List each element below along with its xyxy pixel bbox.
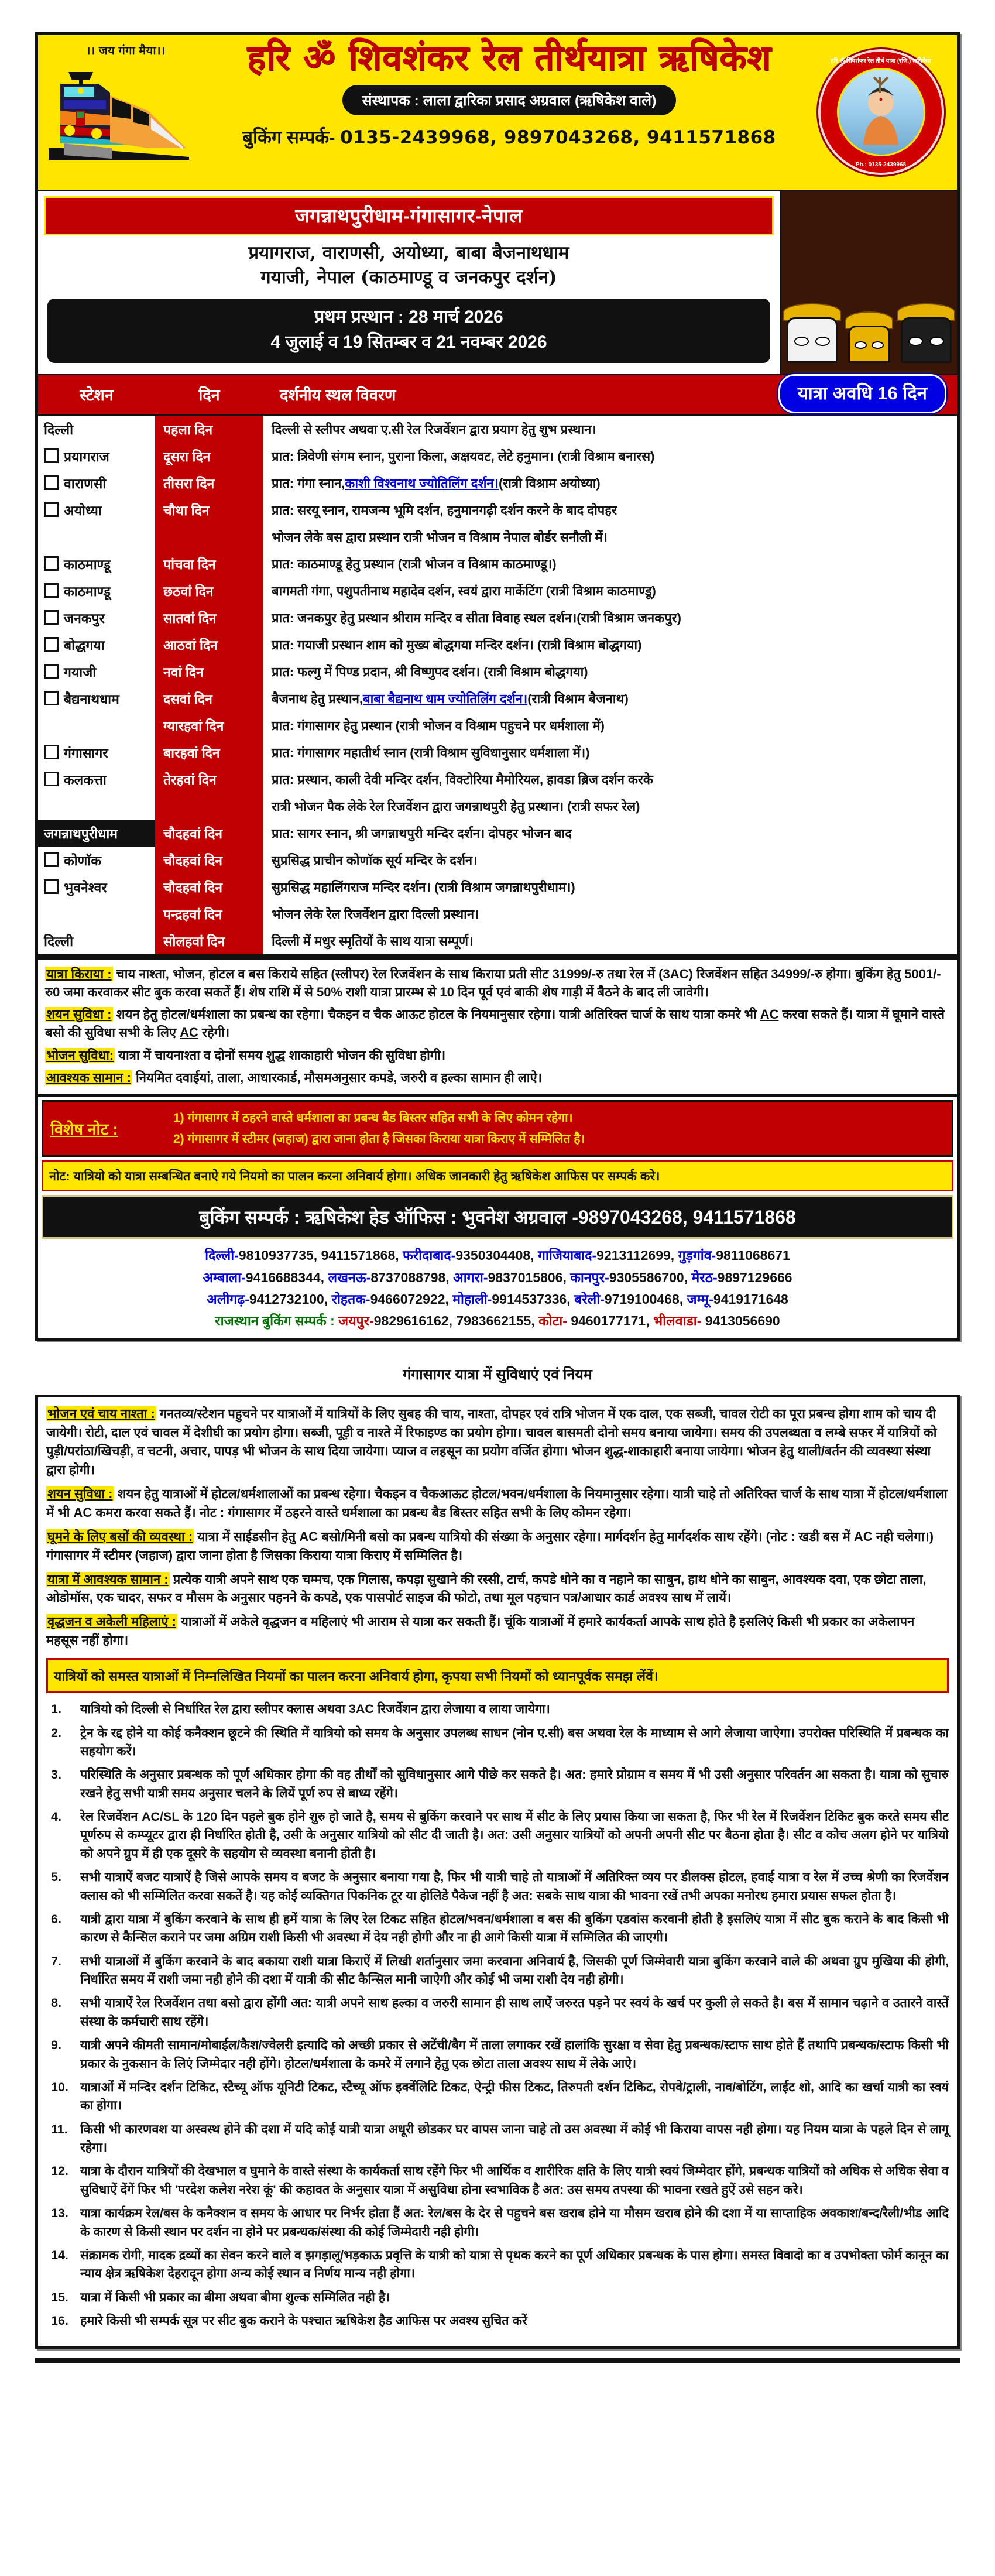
head-office-booking-bar: बुकिंग सम्पर्क : ऋषिकेश हेड ऑफिस : भुवनेश अग्रवाल -9897043268, 9411571868 [42, 1195, 953, 1239]
balabhadra-figure [788, 303, 836, 362]
itinerary-station-cell [38, 927, 155, 954]
special-note-line: 2) गंगासागर में स्टीमर (जहाज) द्वारा जाना होता है जिसका किराया यात्रा किराए में सम्मिलित है। [173, 1132, 585, 1146]
brochure-page [0, 32, 995, 2375]
rule-item: यात्रा कार्यक्रम रेल/बस के कनैक्शन व समय के आधार पर निर्भर होता हैं अत: रेल/बस के देर से पहुचने बस खराब होने या मौसम खराब होने की दशा में या साप्ताहिक अवकाश/बन्द/रैली/भीड आदि के कारण से किसी स्थान पर दर्शन ना होने पर प्रबन्धक/संस्था की कोई जिम्मेदारी नही होगी। [80, 2206, 949, 2239]
station-label: कोणाॅक [64, 852, 101, 868]
itinerary-day-cell: आठवां दिन [163, 637, 218, 653]
rule-item: यात्रियो को दिल्ली से निर्धारित रेल द्वारा स्लीपर क्लास अथवा 3AC रिजर्वेशन द्वारा लेजाया व लाया जायेगा। [80, 1702, 550, 1717]
contact-number[interactable]: 9914537336, [492, 1291, 575, 1307]
station-checkbox[interactable] [44, 475, 59, 490]
contact-number[interactable]: 9810937735, 9411571868, [238, 1248, 403, 1263]
itinerary-description-cell: दिल्ली में मधुर स्मृतियों के साथ यात्रा सम्पूर्ण। [272, 933, 474, 948]
food-text: यात्रा में चायनाश्ता व दोनों समय शुद्ध शाकाहारी भोजन की सुविधा होगी। [115, 1047, 446, 1063]
items-text: नियमित दवाईयां, ताला, आधारकार्ड, मौसमअनुसार कपडे, जरुरी व हल्का सामान ही लाऐ। [132, 1070, 542, 1085]
contact-city: जम्मू- [687, 1291, 713, 1307]
station-label: दिल्ली [44, 422, 74, 437]
contact-city: कोटा- [538, 1313, 571, 1329]
itinerary-station-cell [38, 523, 155, 550]
poster-main [35, 32, 960, 1341]
itinerary-description-cell [263, 685, 957, 712]
contact-city: बरेली- [574, 1291, 605, 1307]
facility-section-label: घूमने के लिए बसों की व्यवस्था : [47, 1529, 193, 1544]
itinerary-description-cell: प्रात: गंगासागर हेतु प्रस्थान (रात्री भोजन व विश्राम पहुचने पर धर्मशाला में) [272, 718, 605, 733]
contact-city: रोहतक- [331, 1291, 370, 1307]
facility-section [46, 1570, 949, 1608]
booking-label: बुकिंग सम्पर्क- [242, 127, 335, 148]
subhadra-figure [850, 311, 888, 363]
station-label: वाराणसी [64, 475, 107, 491]
itinerary-station-cell [38, 900, 155, 927]
itinerary-day-cell: नवां दिन [163, 664, 204, 680]
sleeping-label: शयन सुविधा : [46, 1007, 112, 1022]
special-note-line: 1) गंगासागर में ठहरने वास्ते धर्मशाला का प्रबन्ध बैड बिस्तर सहित सभी के लिए कोमन रहेगा। [173, 1111, 573, 1125]
itinerary-day-cell: पांचवा दिन [163, 556, 216, 572]
table-bottom-rule [38, 956, 957, 960]
header-center [214, 39, 805, 185]
contact-number[interactable]: 9460177171, [571, 1313, 654, 1329]
food-label: भोजन सुविधा: [46, 1047, 114, 1063]
itinerary-day-cell: पहला दिन [163, 422, 213, 437]
rule-item: संक्रामक रोगी, मादक द्रव्यों का सेवन करने वाले व झगड़ालू/भड़काऊ प्रवृत्ति के यात्री को यात्रा से पृथक करने का पूर्ण अधिकार प्रबन्धक के पास होगा। समस्त विवादो का व उपभोक्ता फोर्म कानून का न्याय क्षेत्र ऋषिकेश देहरादून होगा अन्य कोई स्थान व निर्णय मान्य नही होगा। [80, 2248, 949, 2281]
itinerary-description-cell: प्रात: गयाजी प्रस्थान शाम को मुख्य बोद्धगया मन्दिर दर्शन। (रात्री विश्राम बोद्धगया) [272, 637, 642, 652]
tour-summary [38, 191, 957, 375]
itinerary-description-cell [263, 470, 957, 496]
contact-city: फरीदाबाद- [403, 1248, 456, 1263]
column-header-description: दर्शनीय स्थल विवरण [280, 386, 396, 405]
poster-header [38, 35, 957, 191]
station-checkbox[interactable] [44, 448, 59, 463]
route-line-1: प्रयागराज, वाराणसी, अयोध्या, बाबा बैजनाथधाम [248, 242, 569, 263]
contact-city: मेरठ- [691, 1269, 718, 1285]
itinerary-station-cell [38, 712, 155, 739]
contact-number[interactable]: 9837015806, [488, 1269, 571, 1285]
station-label: काठमाण्डू [64, 583, 111, 599]
contact-number[interactable]: 9305586700, [609, 1269, 692, 1285]
header-right [805, 39, 957, 185]
facility-section-text: शयन हेतु यात्राओं में होटल/धर्मशालाओं का प्रबन्ध रहेगा। चैकइन व चैकआऊट होटल/भवन/धर्मशाला के नियमानुसार रहेगा। यात्री चाहे तो अतिरिक्त चार्ज के साथ यात्रा में होटल/धर्मशाला में भी AC कमरा करवा सकते हैं। नोट : गंगासागर में ठहरने वास्ते धर्मशाला का प्रबन्ध बैड बिस्तर सहित सभी के लिए कोमन रहेगा। [46, 1486, 948, 1520]
contact-city: कानपुर- [570, 1269, 609, 1285]
itinerary-station-cell [38, 793, 155, 820]
itinerary-description-cell: बागमती गंगा, पशुपतीनाथ महादेव दर्शन, स्वयं द्वारा मार्केटिंग (रात्री विश्राम काठमाण्डू) [272, 583, 656, 598]
itinerary-description-cell: भोजन लेके रेल रिजर्वेशन द्वारा दिल्ली प्रस्थान। [272, 906, 479, 922]
contact-city: अम्बाला- [203, 1269, 246, 1285]
itinerary-station-cell [38, 604, 155, 631]
station-label: भुवनेश्वर [64, 879, 107, 895]
jai-ganga-slogan: ।। जय गंगा मैया।। [85, 44, 166, 57]
items-paragraph [45, 1068, 950, 1087]
station-label: अयोध्या [64, 502, 102, 518]
station-checkbox[interactable] [44, 610, 59, 625]
itinerary-day-cell: तेरहवां दिन [163, 772, 217, 787]
station-checkbox[interactable] [44, 502, 59, 517]
fare-text: चाय नाश्ता, भोजन, होटल व बस किराये सहित (स्लीपर) रेल रिजर्वेशन के साथ किराया प्रती सीट 31999/-रु तथा रेल में (3AC) रिजर्वेशन सहित 34999/-रु होगा। बुकिंग हेतु 5001/-रु0 जमा करवाकर सीट बुक करवा सकतें हैं। शेष राशि में से 50% राशी यात्रा प्रारम्भ से 10 दिन पूर्व एवं बाकी शेष गाड़ी में बैठने के बाद ली जावेगी। [45, 966, 941, 999]
sleeping-text-1: शयन हेतु होटल/धर्मशाला का प्रबन्ध का रहेगा। चैकइन व चैक आऊट होटल के नियमानुसार रहेगा। यात्री अतिरिक्त चार्ज के साथ यात्रा कमरे भी [112, 1007, 760, 1022]
fare-paragraph [45, 965, 950, 1001]
contact-row [44, 1267, 951, 1289]
rule-item: परिस्थिति के अनुसार प्रबन्धक को पूर्ण अधिकार होगा की वह तीर्थों को सुविधानुसार आगे पीछे कर सकते है। अत: हमारे प्रोग्राम व समय में भी उसी अनुसार परिवर्तन आ सकता है। यात्रा को सुचारु रखने हेतु सभी यात्री समय अनुसार चलने के लियें पूर्ण रुप से बाध्य रहेंगे। [80, 1767, 949, 1800]
facility-section-text: गनतव्य/स्टेशन पहुचने पर यात्राओं में यात्रियों के लिए सुबह की चाय, नाश्ता, दोपहर एवं रात्रि भोजन में एक दाल, एक सब्जी, चावल रोटी का पूरा प्रबन्ध होगा शाम को चाय दी जायेगी। रोटी, दाल एवं चावल में देशीघी का प्रयोग होगा। सब्जी, पूड़ी व नाश्ते में रिफाइण्ड का प्रयोग होगा। चावल बासमती दोनो समय बनाया जायेगा। समय की उपलब्धता व लम्बे सफर में यात्रियों को पुड़ी/परांठा/खिचड़ी, व चटनी, अचार, पापड़ भी भोजन के साथ दिया जायेगा। प्याज व लहसून का प्रयोग वर्जित होगा। भोजन शुद्ध-शाकाहारी बनाया जायेगा। भोजन हेतु थाली/बर्तन की व्यवस्था संस्था द्वारा होगी। [46, 1406, 937, 1478]
items-label: आवश्यक सामान : [46, 1070, 131, 1085]
itinerary-day-cell: सोलहवां दिन [163, 933, 225, 949]
contact-city: मोहाली- [452, 1291, 492, 1307]
contact-city: भीलवाडा- [653, 1313, 705, 1329]
rule-item: यात्रा के दौरान यात्रियों की देखभाल व घुमाने के वास्ते संस्था के कार्यकर्ता साथ रहेंगे फिर भी आर्थिक व शारीरिक क्षति के लिए यात्री स्वयं जिम्मेदार होंगे, प्रबन्धक यात्रियों को अधिक से अधिक सेवा व सुविधाऐं देंगें फिर भी 'परदेश कलेश नरेश कूं' की कहावत के अनुसार यात्रा में असुविधा होना स्वभाविक है अत: उस समय तपस्या की भावना रखते हुऐं उसे सहन करे। [80, 2164, 949, 2197]
facility-sections [46, 1405, 949, 1650]
route-line-2: गयाजी, नेपाल (काठमाण्डू व जनकपुर दर्शन) [260, 266, 557, 288]
contact-number[interactable]: 9213112699, [596, 1248, 678, 1263]
general-note: नोट: यात्रियो को यात्रा सम्बन्धित बनाऐ गये नियमो का पालन करना अनिवार्य होगा। अधिक जानकारी हेतु ऋषिकेश आफिस पर सम्पर्क करे। [42, 1160, 953, 1191]
contact-city: गाजियाबाद- [537, 1248, 597, 1263]
tour-route-lines [44, 235, 774, 294]
itinerary-station-cell [38, 470, 155, 496]
contact-number[interactable]: 9412732100, [249, 1291, 332, 1307]
description-text-pre: प्रात: गंगा स्नान, [272, 475, 345, 491]
itinerary-description-cell: प्रात: फल्गु में पिण्ड प्रदान, श्री विष्णुपद दर्शन। (रात्री विश्राम बोद्धगया) [272, 664, 588, 679]
itinerary-station-cell [38, 416, 155, 443]
contact-number[interactable]: 9719100468, [604, 1291, 687, 1307]
itinerary-description-cell: रात्री भोजन पैक लेके रेल रिजर्वेशन द्वारा जगन्नाथपुरी हेतु प्रस्थान। (रात्री सफर रेल) [272, 799, 640, 814]
itinerary-station-cell [38, 443, 155, 470]
header-booking-contact [242, 125, 776, 149]
rule-item: यात्रा में किसी भी प्रकार का बीमा अथवा बीमा शुल्क सम्मिलित नही है। [80, 2290, 390, 2304]
itinerary-description-cell: प्रात: काठमाण्डू हेतु प्रस्थान (रात्री भोजन व विश्राम काठमाण्डू।) [272, 556, 557, 571]
facility-section [46, 1405, 949, 1479]
rule-item: यात्राओं में मन्दिर दर्शन टिकिट, स्टैच्यू ऑफ यूनिटी टिकट, स्टैच्यू ऑफ इक्वेंलिटि टिकट, ऐन्ट्री फीस टिकट, तिरुपती दर्शन टिकिट, रोपवे/ट्राली, नाव/बोटिंग, लाईट शो, आदि का खर्चा यात्री का स्वयं का होगा। [80, 2080, 949, 2113]
itinerary-station-column [38, 416, 155, 954]
jyotirlinga-highlight: काशी विश्वनाथ ज्योतिलिंग दर्शन। [345, 475, 499, 491]
itinerary-station-cell [38, 550, 155, 577]
contact-number[interactable]: 9413056690 [705, 1313, 780, 1329]
page2-title: गंगासागर यात्रा में सुविधाएं एवं नियम [403, 1366, 592, 1383]
itinerary-description-column [263, 416, 957, 954]
itinerary-description-cell: दिल्ली से स्लीपर अथवा ए.सी रेल रिजर्वेशन द्वारा प्रयाग हेतु शुभ प्रस्थान। [272, 422, 596, 437]
contact-city: लखनऊ- [328, 1269, 371, 1285]
facility-section-label: वृद्धजन व अकेली महिलाएं : [47, 1614, 176, 1629]
contact-city: दिल्ली- [205, 1248, 239, 1263]
contact-number[interactable]: 9466072922, [370, 1291, 453, 1307]
train-locomotive-icon [38, 60, 214, 163]
rule-item: सभी यात्राऐं बजट यात्राऐं है जिसे आपके समय व बजट के अनुसार बनाया गया है, फिर भी यात्री चाहे तो यात्राओं में अतिरिक्त व्यय पर डीलक्स होटल, हवाई यात्रा व रेल में उच्च श्रेणी का रिजर्वेशन क्लास को भी सम्मिलित करवा सकतें है। यह कोई व्यक्तिगत पिकनिक टूर या होलिडे पैकेज नहीं है अत: सबके साथ यात्रा की भावना रखें तभी अपका मनोरथ हमारा प्रयास सफल होता है। [80, 1870, 949, 1903]
description-text-pre: बैजनाथ हेतु प्रस्थान, [272, 691, 363, 706]
itinerary-day-cell: चौदहवां दिन [163, 825, 223, 841]
itinerary-day-cell: तीसरा दिन [163, 475, 215, 491]
itinerary-day-cell: सातवां दिन [163, 610, 217, 626]
facility-section-label: भोजन एवं चाय नाश्ता : [47, 1406, 155, 1421]
itinerary-day-cell: दूसरा दिन [163, 448, 211, 464]
itinerary-table [38, 416, 957, 956]
jagannath-figure [903, 303, 950, 362]
itinerary-day-cell: छठवां दिन [163, 583, 214, 599]
itinerary-description-cell: सुप्रसिद्ध प्राचीन कोणाॅक सूर्य मन्दिर के दर्शन। [272, 852, 478, 868]
ac-mention-1: AC [760, 1007, 779, 1022]
tour-ribbon-title: जगन्नाथपुरीधाम-गंगासागर-नेपाल [44, 196, 774, 235]
rule-item: यात्री द्वारा यात्रा में बुकिंग करवाने के साथ ही हमें यात्रा के लिए रेल टिकट सहित होटल/भवन/धर्मशाला व बस की बुकिंग एडवांस करवानी होती है इसलिएं यात्रा में सीट बुक कराने के बाद किसी भी कारण से कैन्सिल कराने पर जमा अग्रिम राशी किसी भी अवस्था में देय नही होगी और ना ही आगे किसी यात्रा में सम्मिलित की जाएगी। [80, 1912, 949, 1945]
itinerary-day-cell: बारहवां दिन [163, 745, 220, 761]
rules-list [46, 1700, 949, 2330]
organisation-seal [816, 47, 946, 177]
sleeping-paragraph [45, 1005, 950, 1042]
facility-section-text: यात्राओं में अकेले वृद्धजन व महिलाएं भी आराम से यात्रा कर सकती हैं। चूंकि यात्राओं में हमारे कार्यकर्ता आपके साथ होते है इसलिएं किसी भी प्रकार का अकेलापन महसूस नहीं होगा। [46, 1614, 915, 1648]
rule-item: सभी यात्राऐं रेल रिजर्वेशन तथा बसो द्वारा होंगी अत: यात्री अपने साथ हल्का व जरुरी सामान ही साथ लाऐं जरुरत पड़ने पर स्वयं के खर्च पर कुली ले सकते है। बस में सामान चढ़ाने व उतारने वास्तें संस्था के कर्मचारी साथ रहेंगे। [80, 1996, 949, 2029]
itinerary-station-cell [38, 496, 155, 523]
facility-section-text: प्रत्येक यात्री अपने साथ एक चम्मच, एक गिलास, कपड़ा सुखाने की रस्सी, टार्च, कपडे धोने का व नहाने का साबुन, हाथ धोने का साबुन, आवश्यक दवा, एक छोटा ताला, ओडोमॉस, एक चादर, सफर व मौसम के अनुसार पहनने के कपडे, एक पासपोर्ट साइज की फोटो, तथा मूल पहचान पत्र/आधार कार्ड अवश्य साथ में लायें। [46, 1571, 927, 1605]
station-label: गंगासागर [64, 745, 108, 761]
seal-bottom-text: Ph.: 0135-2439968 [855, 161, 907, 168]
station-checkbox[interactable] [44, 745, 59, 759]
itinerary-day-cell: चौदहवां दिन [163, 879, 223, 895]
facility-section [46, 1485, 949, 1522]
special-note-box [42, 1100, 953, 1157]
station-label: बोद्धगया [64, 637, 105, 653]
itinerary-description-cell: प्रात: जनकपुर हेतु प्रस्थान श्रीराम मन्दिर व सीता विवाह स्थल दर्शन।(रात्री विश्राम जनकपुर) [272, 610, 681, 625]
itinerary-station-cell [38, 739, 155, 766]
itinerary-description-cell: प्रात: गंगासागर महातीर्थ स्नान (रात्री विश्राम सुविधानुसार धर्मशाला में।) [272, 745, 590, 760]
special-note-lines [173, 1108, 585, 1149]
rule-item: हमारे किसी भी सम्पर्क सूत्र पर सीट बुक कराने के पश्चात ऋषिकेश हैड आफिस पर अवश्य सुचित करें [80, 2314, 527, 2328]
contact-number[interactable]: 9897129666 [717, 1269, 792, 1285]
rule-item: सभी यात्राओं में बुकिंग करवाने के बाद बकाया राशी यात्रा किराऐं में लिखी शर्तानुसार जमा करवाना अनिवार्य है, जिसकी पूर्ण जिम्मेवारी यात्रा बुकिंग करवाने वाले की अथवा ग्रुप मुखिया की होगी, निर्धारित समय में राशी जमा नही होने की दशा में यात्री की सीट कैन्सिल मानी जाऐगी और कोई भी जमा राशी देय नही होगी। [80, 1954, 949, 1987]
duration-badge: यात्रा अवधि 16 दिन [778, 374, 946, 413]
rule-item: रेल रिजर्वेशन AC/SL के 120 दिन पहले बुक होने शुरु हो जाते है, समय से बुकिंग करवाने पर साथ में सीट के लिए प्रयास किया जा सकता है, फिर भी रेल में रिजर्वेशन टिकिट बुक करते समय सीट पूर्णरुप से कम्प्यूटर द्वारा ही निर्धारित होती है, उसी के अनुसार यात्रियो को सीट दी जाती है। अत: उसी अनुसार यात्रियों को अपनी अपनी सीट पर बैठना होता है। सीट व कोच अलग होने पर यात्रियो को अपने ग्रुप में ही एक दूसरे के सहयोग से व्यवस्था बनानी होती है। [80, 1810, 949, 1861]
itinerary-station-cell [38, 766, 155, 793]
description-text-post: (रात्री विश्राम बैजनाथ) [527, 691, 629, 706]
sleeping-text-2: करवा सकते हैं। यात्रा में घूमाने वास्ते बसो की सुविधा सभी के लिए [45, 1007, 945, 1040]
rules-banner: यात्रियों को समस्त यात्राओं में निम्नलिखित नियमों का पालन करना अनिवार्य होगा, कृपया सभी नियमों को ध्यानपूर्वक समझ लेंवें। [46, 1658, 949, 1693]
seal-top-text: हरि ॐ शिवशंकर रेल तीर्थ यात्रा (रजि.) ऋषिकेश [831, 57, 931, 64]
station-checkbox[interactable] [44, 852, 59, 867]
facility-section [46, 1612, 949, 1650]
contact-city: अलीगढ़- [207, 1291, 249, 1307]
sleeping-text-3: रहेगी। [198, 1025, 230, 1040]
contact-city: आगरा- [453, 1269, 488, 1285]
contact-number[interactable]: 9811068671 [716, 1248, 790, 1263]
facility-section-label: शयन सुविधा : [47, 1486, 113, 1502]
jagannath-figures [781, 191, 957, 374]
fare-label: यात्रा किराया : [46, 966, 112, 981]
station-label: कलकत्ता [64, 772, 107, 787]
itinerary-description-cell: प्रात: प्रस्थान, काली देवी मन्दिर दर्शन, विक्टोरिया मैमोरियल, हावडा ब्रिज दर्शन करके [272, 772, 653, 787]
departure-dates-box [47, 299, 770, 363]
contact-number[interactable]: 9416688344, [245, 1269, 328, 1285]
rajasthan-contact-row [44, 1310, 951, 1332]
founder-line: संस्थापक : लाला द्वारिका प्रसाद अग्रवाल (ऋषिकेश वाले) [342, 85, 677, 115]
station-checkbox[interactable] [44, 772, 59, 786]
itinerary-description-cell: प्रात: सागर स्नान, श्री जगन्नाथपुरी मन्दिर दर्शन। दोपहर भोजन बाद [272, 825, 572, 841]
departure-date-1: प्रथम प्रस्थान : 28 मार्च 2026 [314, 307, 503, 327]
rule-item: ट्रेन के रद्द होने या कोई कनैक्शन छूटने की स्थिति में यात्रियो को समय के अनुसार उपलब्ध साधन (नोन ए.सी) बस अथवा रेल के माध्याम से आगे लेजाया जाऐगा। उपरोक्त परिस्थिति में प्रबन्धक का सहयोग करें। [80, 1725, 949, 1758]
itinerary-day-cell: चौदहवां दिन [163, 852, 223, 868]
itinerary-day-cell: ग्यारहवां दिन [163, 718, 224, 734]
special-note-label: विशेष नोट : [50, 1121, 118, 1139]
contact-number[interactable]: 8737088798, [370, 1269, 454, 1285]
itinerary-description-cell: प्रात: त्रिवेणी संगम स्नान, पुराना किला, अक्षयवट, लेटे हनुमान। (रात्री विश्राम बनारस) [272, 448, 655, 464]
itinerary-day-cell [155, 793, 263, 820]
facility-section-text: यात्रा में साईडसीन हेतु AC बसो/मिनी बसो का प्रबन्ध यात्रियो की संख्या के अनुसार रहेगा। मार्गदर्शन हेतु मार्गदर्शक साथ रहेंगे। (नोट : खडी बस में AC नही चलेगा।) गंगासागर में स्टीमर (जहाज) द्वारा जाना होता है जिसका किराया यात्रा किराए में सम्मिलित है। [46, 1529, 934, 1563]
itinerary-station-cell [38, 631, 155, 658]
itinerary-station-cell [38, 847, 155, 873]
shiva-deity-icon [837, 68, 925, 156]
station-checkbox[interactable] [44, 691, 59, 705]
itinerary-description-cell: भोजन लेके बस द्वारा प्रस्थान रात्री भोजन व विश्राम नेपाल बोर्डर सनौली में। [272, 529, 608, 544]
itinerary-day-cell: चौथा दिन [163, 502, 210, 518]
page-bottom-rule [35, 2358, 960, 2363]
contact-number[interactable]: 9350304408, [455, 1248, 538, 1263]
fare-and-facilities [38, 960, 957, 1097]
itinerary-station-cell [38, 658, 155, 685]
station-label: गयाजी [64, 664, 97, 680]
station-checkbox[interactable] [44, 664, 59, 679]
ac-mention-2: AC [180, 1025, 198, 1040]
header-left [38, 39, 214, 185]
itinerary-station-cell [38, 685, 155, 712]
departure-date-2: 4 जुलाई व 19 सितम्बर व 21 नवम्बर 2026 [270, 333, 547, 352]
facility-section-label: यात्रा में आवश्यक सामान : [47, 1571, 169, 1587]
itinerary-station-cell [38, 873, 155, 900]
station-checkbox[interactable] [44, 637, 59, 652]
jagannath-idols-image [780, 191, 957, 374]
itinerary-day-column [155, 416, 263, 954]
itinerary-station-cell [38, 820, 155, 847]
food-paragraph [45, 1046, 950, 1064]
rule-item: किसी भी कारणवश या अस्वस्थ होने की दशा में यदि कोई यात्री यात्रा अधूरी छोडकर घर वापस जाना चाहे तो उस अवस्था में कोई भी किराया वापस नही होगा। यह नियम यात्रा के पहले दिन से लागू रहेगा। [80, 2122, 949, 2155]
contact-row [44, 1289, 951, 1310]
column-header-station: स्टेशन [80, 386, 114, 405]
contact-row [44, 1245, 951, 1266]
itinerary-description-cell: प्रात: सरयू स्नान, रामजन्म भूमि दर्शन, हनुमानगढ़ी दर्शन करने के बाद दोपहर [272, 502, 617, 518]
itinerary-station-cell [38, 577, 155, 604]
station-checkbox[interactable] [44, 556, 59, 571]
contact-number[interactable]: 9829616162, 7983662155, [373, 1313, 539, 1329]
station-label: जगन्नाथपुरीधाम [44, 825, 118, 841]
tour-summary-text [38, 191, 780, 374]
itinerary-table-header [38, 375, 957, 416]
itinerary-day-cell [155, 523, 263, 550]
facility-section [46, 1527, 949, 1565]
station-label: प्रयागराज [64, 448, 109, 464]
column-header-day: दिन [198, 386, 220, 405]
contact-city: गुड़गांव- [678, 1248, 716, 1263]
station-checkbox[interactable] [44, 583, 59, 598]
station-checkbox[interactable] [44, 879, 59, 894]
description-text-post: (रात्री विश्राम अयोध्या) [498, 475, 601, 491]
itinerary-day-cell: दसवां दिन [163, 691, 212, 707]
jyotirlinga-highlight: बाबा बैद्यनाथ धाम ज्योतिलिंग दर्शन। [363, 691, 528, 706]
itinerary-day-cell: पन्द्रहवां दिन [163, 906, 222, 922]
city-contacts-list [38, 1242, 957, 1338]
rule-item: यात्री अपने कीमती सामान/मोबाईल/कैश/ज्वेलरी इत्यादि को अच्छी प्रकार से अटेंची/बैग में ताला लगाकर रखें हालांकि सुरक्षा व सेवा हेतु प्रबन्धक/स्टाफ साथ होते हैं तथापि प्रबन्धक/स्टाफ किसी भी प्रकार के नुकसान के लिएं जिम्मेदार नही होंगे। होटल/धर्मशाला के कमरे में लगाने हेतु एक छोटा ताला अवश्य साथ में लेके आऐ। [80, 2038, 949, 2071]
station-label: जनकपुर [64, 610, 105, 626]
rajasthan-contact-label: राजस्थान बुकिंग सम्पर्क : [215, 1313, 339, 1329]
contact-city: जयपुर- [338, 1313, 374, 1329]
contact-number[interactable]: 9419171648 [713, 1291, 788, 1307]
organisation-title: हरि ॐ शिवशंकर रेल तीर्थयात्रा ऋषिकेश [247, 37, 771, 78]
poster-rules [35, 1395, 960, 2349]
booking-numbers: 0135-2439968, 9897043268, 9411571868 [340, 127, 776, 148]
station-label: दिल्ली [44, 933, 74, 949]
station-label: बैद्यनाथधाम [64, 691, 119, 707]
station-label: काठमाण्डू [64, 556, 111, 572]
itinerary-description-cell: सुप्रसिद्ध महालिंगराज मन्दिर दर्शन। (रात्री विश्राम जगन्नाथपुरीधाम।) [272, 879, 575, 895]
